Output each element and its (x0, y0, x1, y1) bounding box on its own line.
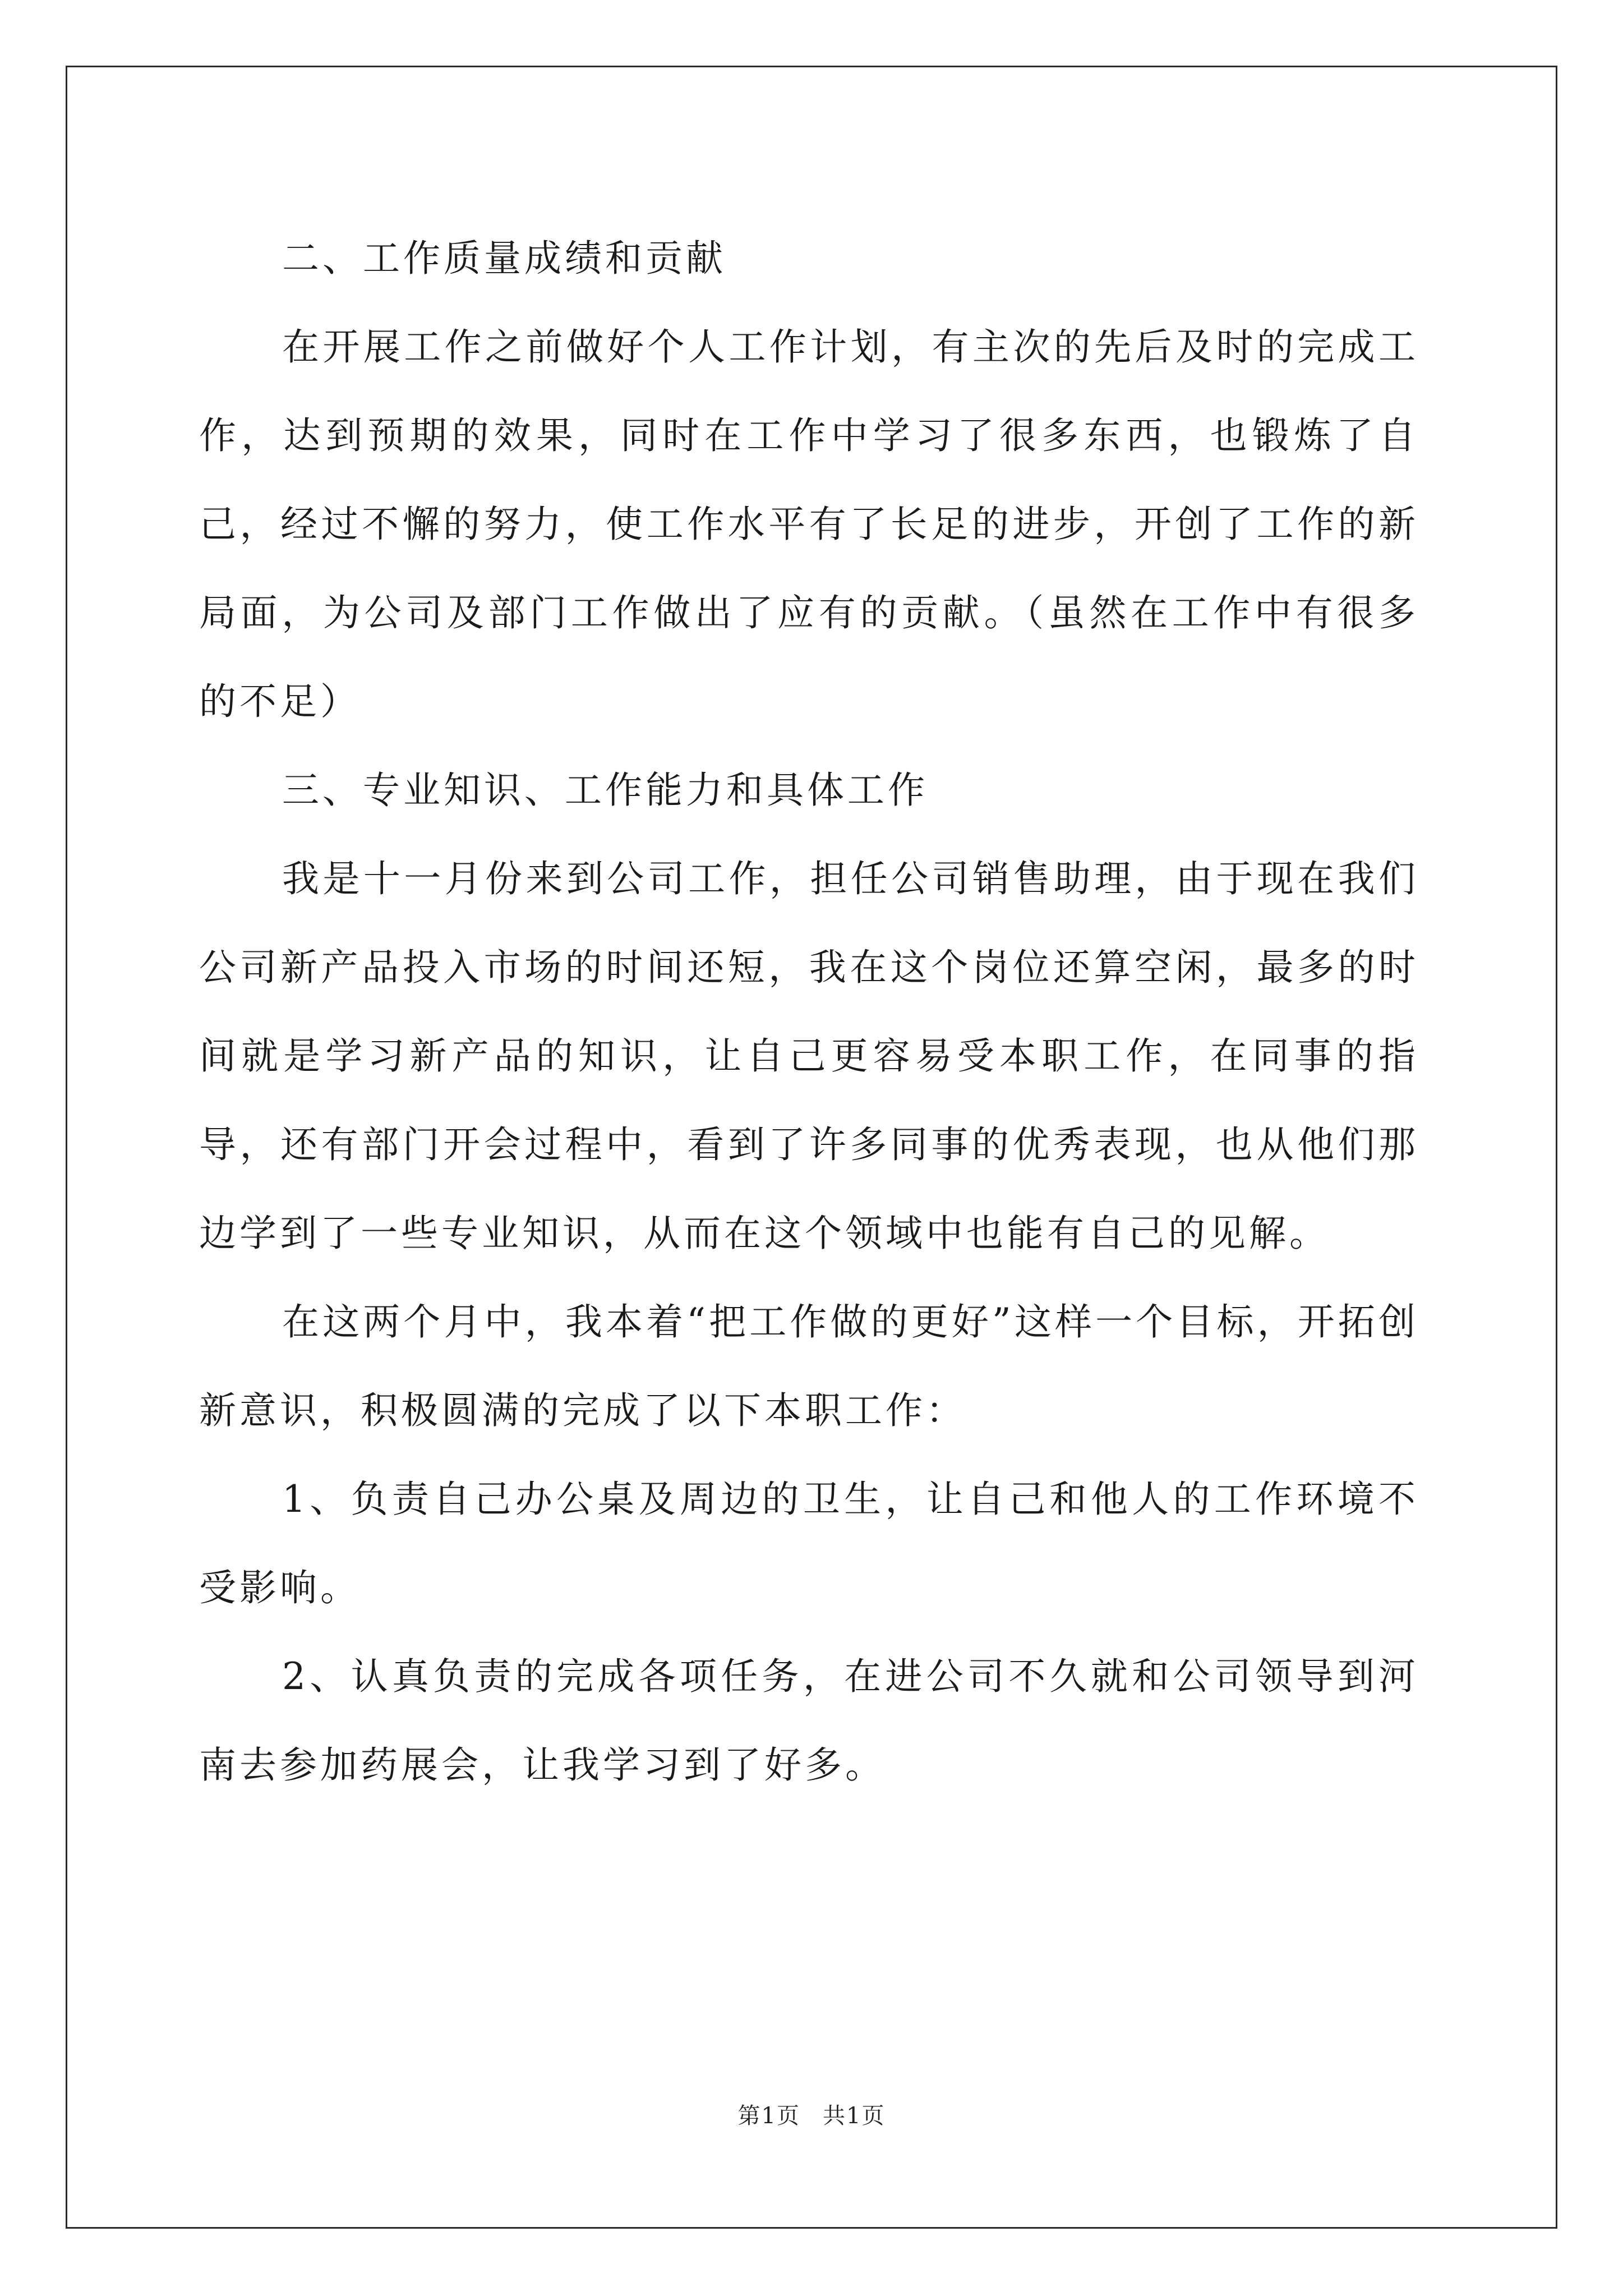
paragraph-two-months: 在这两个月中，我本着“把工作做的更好”这样一个目标，开拓创新意识，积极圆满的完成了以下本职工作： (199, 1300, 1419, 1432)
document-body (199, 214, 1419, 1810)
list-item-1: 1、负责自己办公桌及周边的卫生，让自己和他人的工作环境不受影响。 (199, 1478, 1419, 1609)
page-total: 共1页 (823, 2103, 886, 2129)
paragraph-specific-work: 我是十一月份来到公司工作，担任公司销售助理，由于现在我们公司新产品投入市场的时间还短，我在这个岗位还算空闲，最多的时间就是学习新产品的知识，让自己更容易受本职工作，在同事的指导，还有部门开会过程中，看到了许多同事的优秀表现，也从他们那边学到了一些专业知识，从而在这个领域中也能有自己的见解。 (199, 857, 1419, 1255)
paragraph-work-quality: 在开展工作之前做好个人工作计划，有主次的先后及时的完成工作，达到预期的效果，同时在工作中学习了很多东西，也锻炼了自己，经过不懈的努力，使工作水平有了长足的进步，开创了工作的新局面，为公司及部门工作做出了应有的贡献。（虽然在工作中有很多的不足） (199, 325, 1419, 723)
list-item-2: 2、认真负责的完成各项任务，在进公司不久就和公司领导到河南去参加药展会，让我学习到了好多。 (199, 1655, 1419, 1787)
page-number: 第1页 (737, 2103, 800, 2129)
section-heading-2: 二、工作质量成绩和贡献 (282, 237, 726, 280)
page-footer (0, 2098, 1623, 2130)
section-heading-3: 三、专业知识、工作能力和具体工作 (282, 769, 928, 812)
